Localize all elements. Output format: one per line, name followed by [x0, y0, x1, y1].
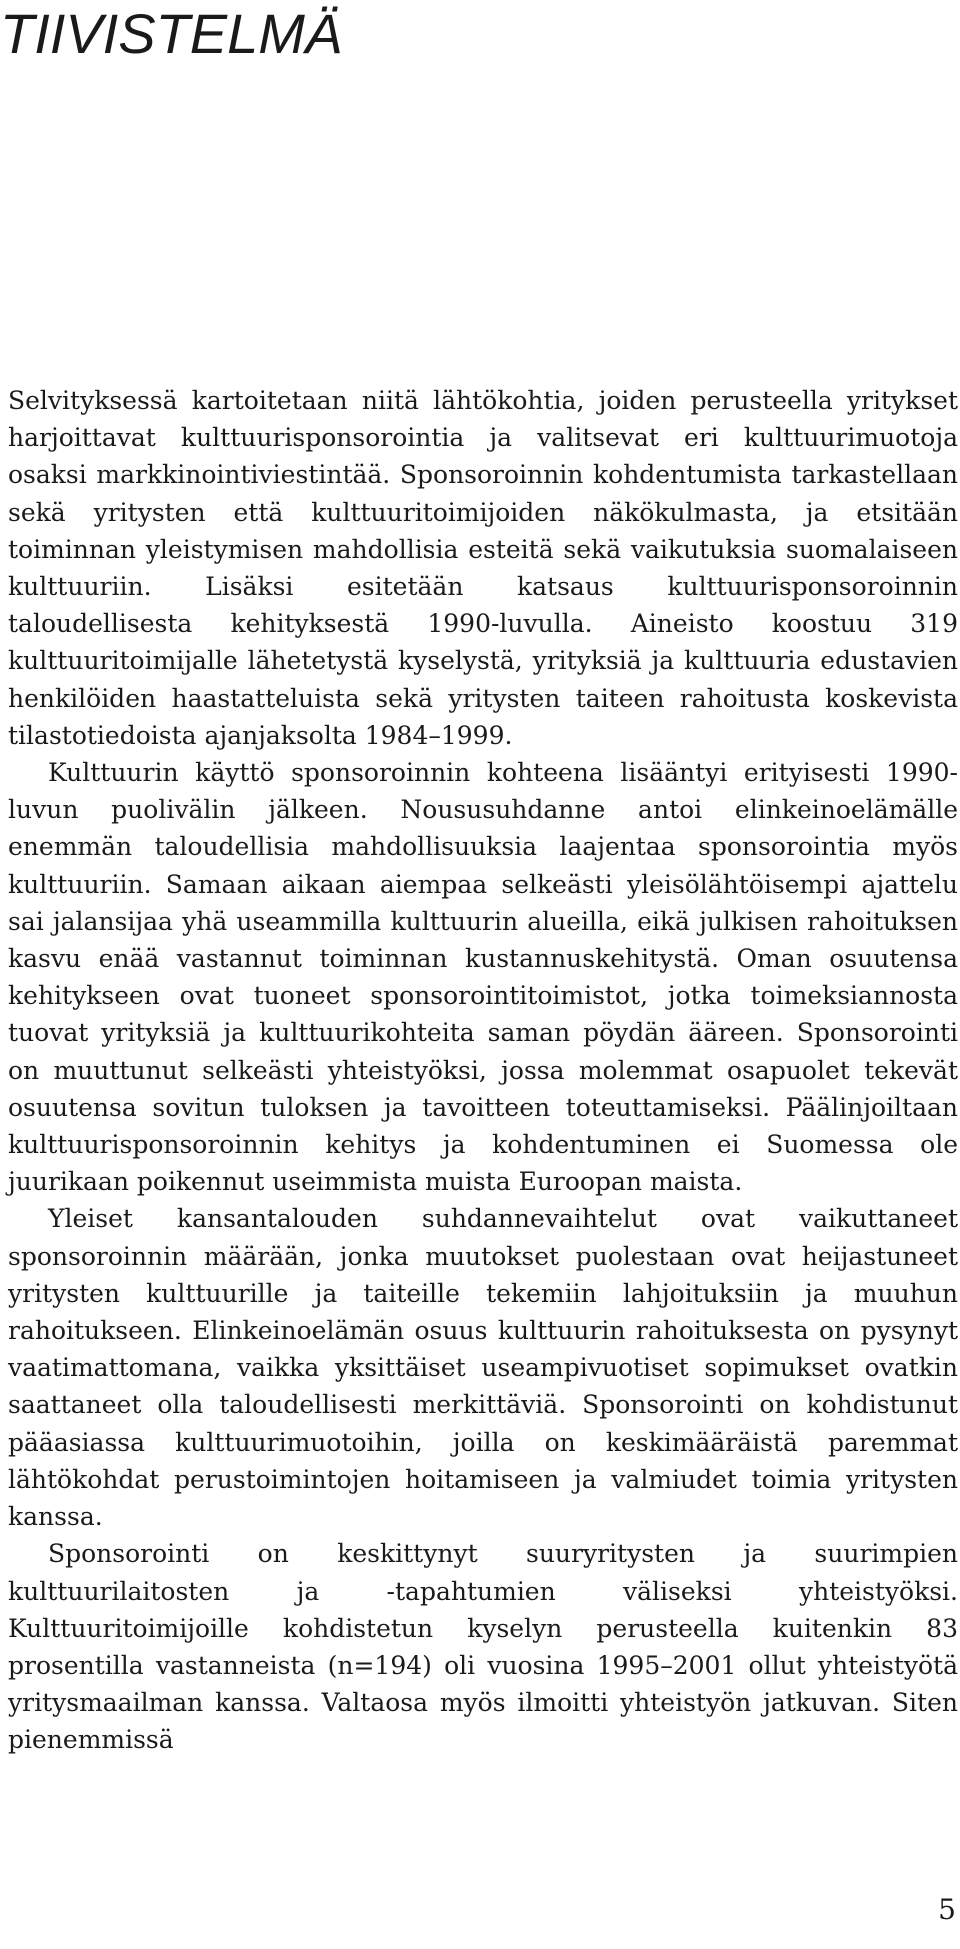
paragraph-3: Yleiset kansantalouden suhdannevaihtelut ovat vaikuttaneet sponsoroinnin määrään, jonka muutokset puolestaan ovat heijastuneet yritysten kulttuurille ja taiteille tekemiin lahjoituksiin ja muuhun rahoitukseen. Elinkeinoelämän osuus kulttuurin rahoituksesta on pysynyt vaatimattomana, vaikka yksittäiset useampivuotiset sopimukset ovatkin saattaneet olla taloudellisesti merkittäviä. Sponsorointi on kohdistunut pääasiassa kulttuurimuotoihin, joilla on keskimääräistä paremmat lähtökohdat perustoimintojen hoitamiseen ja valmiudet toimia yritysten kanssa. [8, 1204, 958, 1532]
paragraph-1: Selvityksessä kartoitetaan niitä lähtökohtia, joiden perusteella yritykset harjoittavat kulttuurisponsorointia ja valitsevat eri kulttuurimuotoja osaksi markkinointiviestintää. Sponsoroinnin kohdentumista tarkastellaan sekä yritysten että kulttuuritoimijoiden näkökulmasta, ja etsitään toiminnan yleistymisen mahdollisia esteitä sekä vaikutuksia suomalaiseen kulttuuriin. Lisäksi esitetään katsaus kulttuurisponsoroinnin taloudellisesta kehityksestä 1990-luvulla. Aineisto koostuu 319 kulttuuritoimijalle lähetetystä kyselystä, yrityksiä ja kulttuuria edustavien henkilöiden haastatteluista sekä yritysten taiteen rahoitusta koskevista tilastotiedoista ajanjaksolta 1984–1999. [8, 386, 958, 750]
page-title: TIIVISTELMÄ [0, 2, 343, 65]
page-number: 5 [938, 1893, 956, 1926]
paragraph-2: Kulttuurin käyttö sponsoroinnin kohteena lisääntyi erityisesti 1990-luvun puolivälin jälkeen. Noususuhdanne antoi elinkeinoelämälle enemmän taloudellisia mahdollisuuksia laajentaa sponsorointia myös kulttuuriin. Samaan aikaan aiempaa selkeästi yleisölähtöisempi ajattelu sai jalansijaa yhä useammilla kulttuurin alueilla, eikä julkisen rahoituksen kasvu enää vastannut toiminnan kustannuskehitystä. Oman osuutensa kehitykseen ovat tuoneet sponsorointitoimistot, jotka toimeksiannosta tuovat yrityksiä ja kulttuurikohteita saman pöydän ääreen. Sponsorointi on muuttunut selkeästi yhteistyöksi, jossa molemmat osapuolet tekevät osuutensa sovitun tuloksen ja tavoitteen toteuttamiseksi. Päälinjoiltaan kulttuurisponsoroinnin kehitys ja kohdentuminen ei Suomessa ole juurikaan poikennut useimmista muista Euroopan maista. [8, 758, 958, 1197]
paragraph-4: Sponsorointi on keskittynyt suuryritysten ja suurimpien kulttuurilaitosten ja -tapahtumien väliseksi yhteistyöksi. Kulttuuritoimijoille kohdistetun kyselyn perusteella kuitenkin 83 prosentilla vastanneista (n=194) oli vuosina 1995–2001 ollut yhteistyötä yritysmaailman kanssa. Valtaosa myös ilmoitti yhteistyön jatkuvan. Siten pienemmissä [8, 1539, 958, 1755]
summary-body [8, 382, 958, 1759]
